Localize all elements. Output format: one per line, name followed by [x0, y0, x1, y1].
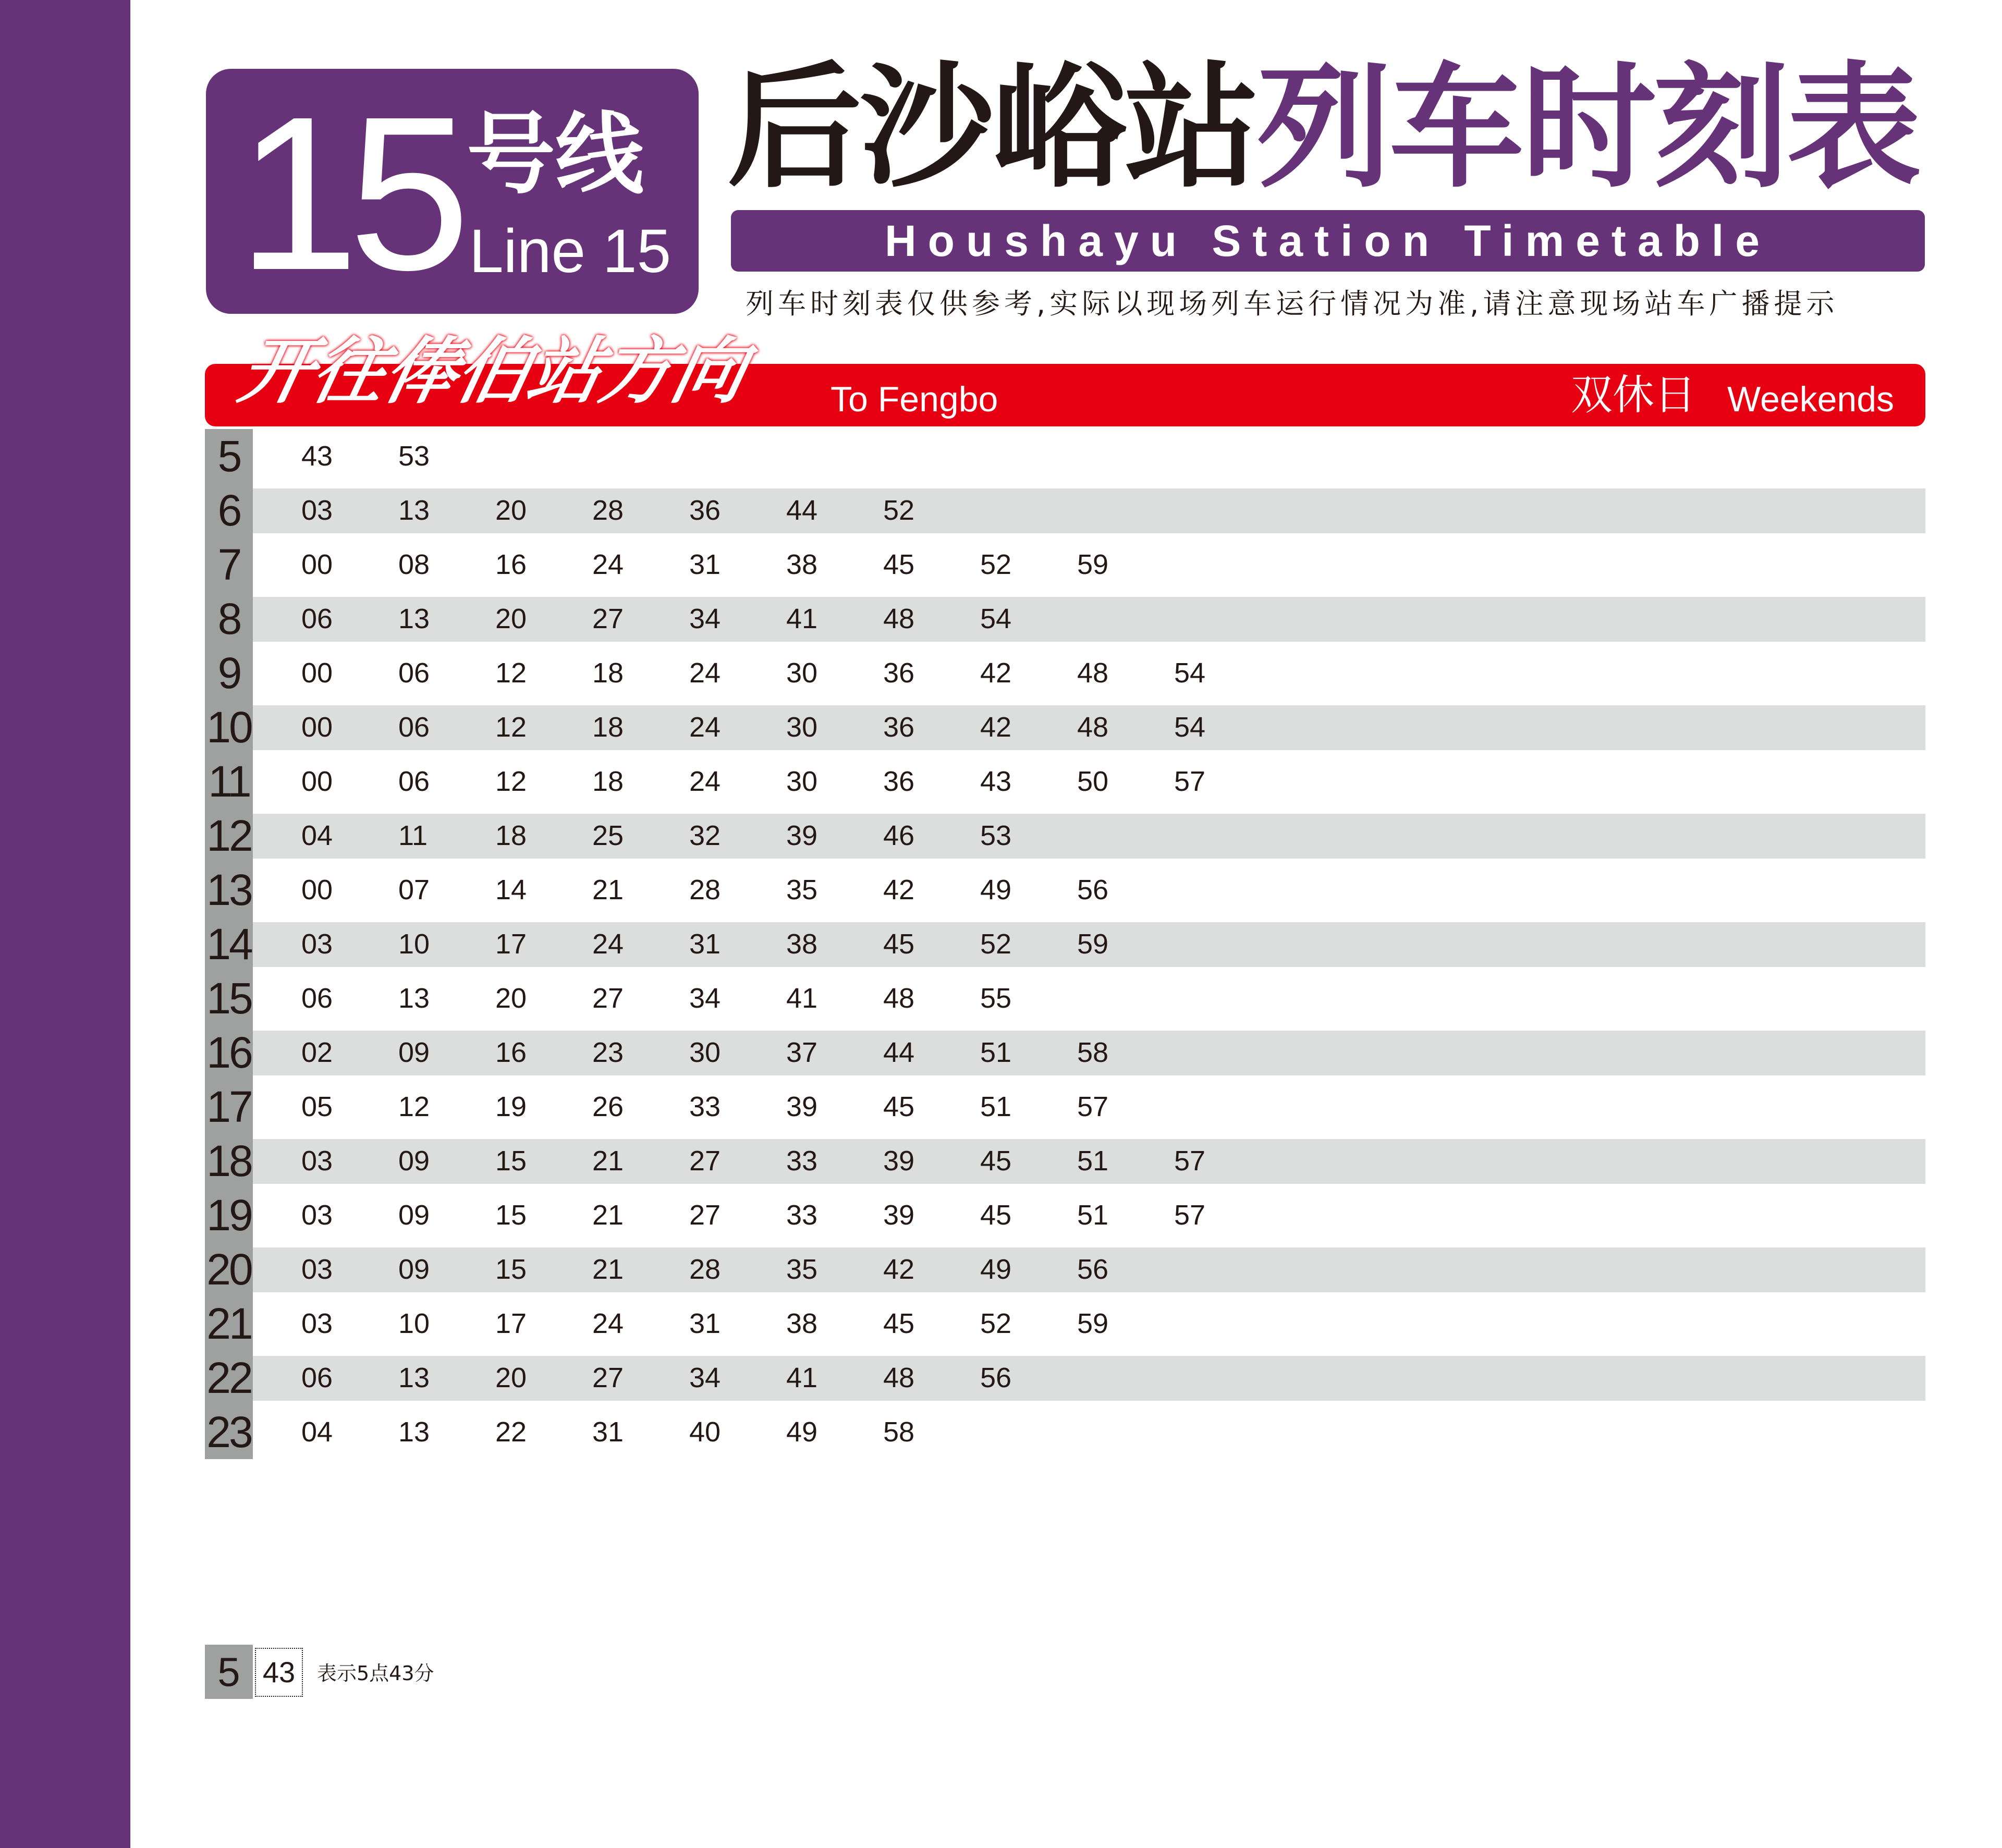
minute-cell: 56 — [980, 1362, 1012, 1393]
timetable-row — [205, 592, 1925, 646]
legend-minute: 43 — [255, 1648, 303, 1697]
minute-cell: 57 — [1077, 1091, 1109, 1122]
minute-cell: 56 — [1077, 874, 1109, 905]
hour-cell: 10 — [205, 700, 253, 754]
hour-cell: 7 — [205, 537, 253, 592]
minute-cell: 30 — [786, 657, 818, 689]
minutes-list — [301, 863, 1174, 917]
minutes-list — [301, 1242, 1174, 1296]
minute-cell: 13 — [398, 495, 430, 526]
minute-cell: 33 — [786, 1145, 818, 1177]
hour-cell: 12 — [205, 809, 253, 863]
hour-cell: 6 — [205, 483, 253, 537]
minute-cell: 39 — [883, 1200, 915, 1231]
minute-cell: 03 — [301, 928, 333, 960]
day-type-zh: 双休日 — [1571, 371, 1696, 419]
minute-cell: 40 — [689, 1416, 721, 1448]
minute-cell: 28 — [592, 495, 624, 526]
minute-cell: 03 — [301, 1254, 333, 1285]
minute-cell: 38 — [786, 549, 818, 580]
minute-cell: 30 — [786, 766, 818, 797]
station-name: 后沙峪站 — [727, 50, 1257, 206]
direction-bar — [205, 329, 1925, 426]
minutes-list — [301, 1188, 1271, 1242]
minute-cell: 10 — [398, 1308, 430, 1339]
hour-cell: 19 — [205, 1188, 253, 1242]
minute-cell: 27 — [689, 1200, 721, 1231]
hour-cell: 21 — [205, 1296, 253, 1351]
minute-cell: 43 — [980, 766, 1012, 797]
minute-cell: 08 — [398, 549, 430, 580]
minute-cell: 22 — [495, 1416, 527, 1448]
minute-cell: 07 — [398, 874, 430, 905]
minute-cell: 34 — [689, 983, 721, 1014]
minute-cell: 20 — [495, 495, 527, 526]
minute-cell: 09 — [398, 1200, 430, 1231]
minute-cell: 28 — [689, 1254, 721, 1285]
minute-cell: 11 — [398, 820, 428, 851]
minute-cell: 12 — [495, 766, 527, 797]
minute-cell: 42 — [883, 1254, 915, 1285]
minutes-list — [301, 917, 1174, 971]
minute-cell: 04 — [301, 820, 333, 851]
minute-cell: 45 — [883, 1091, 915, 1122]
minute-cell: 35 — [786, 874, 818, 905]
line-number: 15 — [237, 71, 460, 316]
minute-cell: 53 — [980, 820, 1012, 851]
minute-cell: 52 — [883, 495, 915, 526]
hour-cell: 14 — [205, 917, 253, 971]
minute-cell: 48 — [1077, 657, 1109, 689]
hour-cell: 20 — [205, 1242, 253, 1296]
minute-cell: 00 — [301, 712, 333, 743]
minute-cell: 31 — [689, 1308, 721, 1339]
minute-cell: 57 — [1174, 1145, 1206, 1177]
minute-cell: 38 — [786, 928, 818, 960]
minutes-list — [301, 1405, 980, 1459]
minute-cell: 15 — [495, 1254, 527, 1285]
minute-cell: 09 — [398, 1145, 430, 1177]
page-title — [727, 50, 1919, 206]
line-label-zh: 号线 — [467, 103, 644, 206]
minute-cell: 44 — [786, 495, 818, 526]
minute-cell: 19 — [495, 1091, 527, 1122]
timetable — [205, 429, 1925, 1459]
minute-cell: 09 — [398, 1037, 430, 1068]
minute-cell: 36 — [883, 766, 915, 797]
minute-cell: 48 — [883, 1362, 915, 1393]
minute-cell: 34 — [689, 603, 721, 634]
hour-cell: 17 — [205, 1080, 253, 1134]
minute-cell: 24 — [689, 712, 721, 743]
minute-cell: 48 — [883, 603, 915, 634]
minute-cell: 35 — [786, 1254, 818, 1285]
minute-cell: 34 — [689, 1362, 721, 1393]
minute-cell: 28 — [689, 874, 721, 905]
minute-cell: 31 — [689, 549, 721, 580]
minute-cell: 05 — [301, 1091, 333, 1122]
minutes-list — [301, 537, 1174, 592]
line-label-en: Line 15 — [469, 217, 672, 286]
hour-cell: 13 — [205, 863, 253, 917]
minute-cell: 53 — [398, 440, 430, 472]
minute-cell: 57 — [1174, 766, 1206, 797]
minute-cell: 09 — [398, 1254, 430, 1285]
minute-cell: 30 — [786, 712, 818, 743]
minutes-list — [301, 1025, 1174, 1080]
minute-cell: 45 — [883, 928, 915, 960]
minute-cell: 54 — [1174, 657, 1206, 689]
minute-cell: 24 — [592, 549, 624, 580]
minute-cell: 03 — [301, 1200, 333, 1231]
hour-cell: 23 — [205, 1405, 253, 1459]
minute-cell: 36 — [689, 495, 721, 526]
minute-cell: 06 — [398, 657, 430, 689]
timetable-row — [205, 1405, 1925, 1459]
minute-cell: 25 — [592, 820, 624, 851]
minute-cell: 39 — [883, 1145, 915, 1177]
minute-cell: 17 — [495, 928, 527, 960]
minutes-list — [301, 1296, 1174, 1351]
minute-cell: 45 — [980, 1145, 1012, 1177]
hour-cell: 15 — [205, 971, 253, 1025]
side-bar — [0, 0, 130, 1848]
minute-cell: 32 — [689, 820, 721, 851]
minute-cell: 27 — [592, 603, 624, 634]
legend-hour: 5 — [205, 1645, 253, 1699]
timetable-row — [205, 1242, 1925, 1296]
minutes-list — [301, 429, 495, 483]
minute-cell: 41 — [786, 603, 818, 634]
minute-cell: 51 — [980, 1091, 1012, 1122]
minute-cell: 03 — [301, 1145, 333, 1177]
minute-cell: 13 — [398, 1416, 430, 1448]
minute-cell: 52 — [980, 549, 1012, 580]
minute-cell: 00 — [301, 766, 333, 797]
minutes-list — [301, 483, 980, 537]
minute-cell: 00 — [301, 874, 333, 905]
minute-cell: 48 — [883, 983, 915, 1014]
minute-cell: 30 — [689, 1037, 721, 1068]
hour-cell: 11 — [205, 754, 253, 809]
notice-text: 列车时刻表仅供参考,实际以现场列车运行情况为准,请注意现场站车广播提示 — [746, 287, 1839, 320]
minute-cell: 59 — [1077, 928, 1109, 960]
minute-cell: 39 — [786, 820, 818, 851]
timetable-row — [205, 1080, 1925, 1134]
minute-cell: 12 — [495, 712, 527, 743]
minutes-list — [301, 700, 1271, 754]
minutes-list — [301, 646, 1271, 700]
minute-cell: 06 — [301, 1362, 333, 1393]
minute-cell: 44 — [883, 1037, 915, 1068]
minute-cell: 20 — [495, 1362, 527, 1393]
line-badge — [206, 69, 699, 314]
minute-cell: 50 — [1077, 766, 1109, 797]
minute-cell: 51 — [1077, 1145, 1109, 1177]
minute-cell: 00 — [301, 657, 333, 689]
minute-cell: 49 — [980, 874, 1012, 905]
minutes-list — [301, 809, 1077, 863]
minute-cell: 21 — [592, 874, 624, 905]
minute-cell: 43 — [301, 440, 333, 472]
minute-cell: 18 — [592, 657, 624, 689]
minute-cell: 18 — [592, 712, 624, 743]
minute-cell: 17 — [495, 1308, 527, 1339]
minute-cell: 57 — [1174, 1200, 1206, 1231]
timetable-row — [205, 429, 1925, 483]
minute-cell: 24 — [689, 657, 721, 689]
minute-cell: 49 — [980, 1254, 1012, 1285]
minute-cell: 38 — [786, 1308, 818, 1339]
minute-cell: 16 — [495, 549, 527, 580]
minute-cell: 56 — [1077, 1254, 1109, 1285]
minutes-list — [301, 1080, 1174, 1134]
hour-cell: 5 — [205, 429, 253, 483]
minute-cell: 51 — [1077, 1200, 1109, 1231]
timetable-row — [205, 1351, 1925, 1405]
timetable-row — [205, 1188, 1925, 1242]
minute-cell: 46 — [883, 820, 915, 851]
minute-cell: 54 — [980, 603, 1012, 634]
minute-cell: 39 — [786, 1091, 818, 1122]
minute-cell: 21 — [592, 1200, 624, 1231]
minute-cell: 03 — [301, 1308, 333, 1339]
minute-cell: 52 — [980, 1308, 1012, 1339]
minute-cell: 36 — [883, 712, 915, 743]
minute-cell: 23 — [592, 1037, 624, 1068]
minute-cell: 06 — [301, 983, 333, 1014]
timetable-row — [205, 971, 1925, 1025]
minute-cell: 27 — [689, 1145, 721, 1177]
minute-cell: 42 — [883, 874, 915, 905]
minute-cell: 42 — [980, 712, 1012, 743]
minute-cell: 59 — [1077, 549, 1109, 580]
minute-cell: 36 — [883, 657, 915, 689]
minute-cell: 12 — [495, 657, 527, 689]
minute-cell: 51 — [980, 1037, 1012, 1068]
hour-cell: 22 — [205, 1351, 253, 1405]
minute-cell: 13 — [398, 1362, 430, 1393]
minute-cell: 45 — [980, 1200, 1012, 1231]
minute-cell: 15 — [495, 1145, 527, 1177]
minute-cell: 20 — [495, 603, 527, 634]
english-title: Houshayu Station Timetable — [731, 210, 1925, 272]
day-type-en: Weekends — [1727, 380, 1895, 419]
minute-cell: 31 — [592, 1416, 624, 1448]
minute-cell: 42 — [980, 657, 1012, 689]
minute-cell: 06 — [398, 712, 430, 743]
minute-cell: 59 — [1077, 1308, 1109, 1339]
minute-cell: 04 — [301, 1416, 333, 1448]
timetable-row — [205, 863, 1925, 917]
minute-cell: 52 — [980, 928, 1012, 960]
minute-cell: 33 — [786, 1200, 818, 1231]
timetable-row — [205, 917, 1925, 971]
minute-cell: 13 — [398, 603, 430, 634]
minute-cell: 24 — [592, 928, 624, 960]
minute-cell: 06 — [301, 603, 333, 634]
minute-cell: 27 — [592, 983, 624, 1014]
timetable-row — [205, 537, 1925, 592]
minute-cell: 03 — [301, 495, 333, 526]
minute-cell: 37 — [786, 1037, 818, 1068]
minute-cell: 45 — [883, 1308, 915, 1339]
timetable-row — [205, 809, 1925, 863]
minute-cell: 10 — [398, 928, 430, 960]
minute-cell: 16 — [495, 1037, 527, 1068]
minutes-list — [301, 754, 1271, 809]
minutes-list — [301, 971, 1077, 1025]
minute-cell: 13 — [398, 983, 430, 1014]
minute-cell: 18 — [592, 766, 624, 797]
minute-cell: 14 — [495, 874, 527, 905]
minutes-list — [301, 1351, 1077, 1405]
timetable-row — [205, 754, 1925, 809]
minute-cell: 54 — [1174, 712, 1206, 743]
hour-cell: 16 — [205, 1025, 253, 1080]
minute-cell: 20 — [495, 983, 527, 1014]
minute-cell: 49 — [786, 1416, 818, 1448]
minutes-list — [301, 592, 1077, 646]
minute-cell: 12 — [398, 1091, 430, 1122]
minute-cell: 21 — [592, 1254, 624, 1285]
minute-cell: 15 — [495, 1200, 527, 1231]
minutes-list — [301, 1134, 1271, 1188]
timetable-row — [205, 646, 1925, 700]
minute-cell: 41 — [786, 983, 818, 1014]
legend — [205, 1645, 570, 1699]
minute-cell: 26 — [592, 1091, 624, 1122]
minute-cell: 21 — [592, 1145, 624, 1177]
timetable-row — [205, 1025, 1925, 1080]
hour-cell: 18 — [205, 1134, 253, 1188]
minute-cell: 48 — [1077, 712, 1109, 743]
minute-cell: 18 — [495, 820, 527, 851]
legend-text: 表示5点43分 — [317, 1662, 434, 1685]
minute-cell: 27 — [592, 1362, 624, 1393]
minute-cell: 58 — [1077, 1037, 1109, 1068]
minute-cell: 31 — [689, 928, 721, 960]
hour-cell: 8 — [205, 592, 253, 646]
minute-cell: 06 — [398, 766, 430, 797]
minute-cell: 33 — [689, 1091, 721, 1122]
minute-cell: 00 — [301, 549, 333, 580]
timetable-row — [205, 483, 1925, 537]
minute-cell: 24 — [592, 1308, 624, 1339]
minute-cell: 24 — [689, 766, 721, 797]
minute-cell: 02 — [301, 1037, 333, 1068]
title-suffix: 列车时刻表 — [1257, 50, 1919, 206]
minute-cell: 45 — [883, 549, 915, 580]
minute-cell: 58 — [883, 1416, 915, 1448]
minute-cell: 55 — [980, 983, 1012, 1014]
timetable-row — [205, 700, 1925, 754]
timetable-row — [205, 1134, 1925, 1188]
hour-cell: 9 — [205, 646, 253, 700]
minute-cell: 41 — [786, 1362, 818, 1393]
direction-zh: 开往俸伯站方向 — [232, 329, 754, 413]
timetable-row — [205, 1296, 1925, 1351]
direction-en: To Fengbo — [831, 380, 998, 419]
